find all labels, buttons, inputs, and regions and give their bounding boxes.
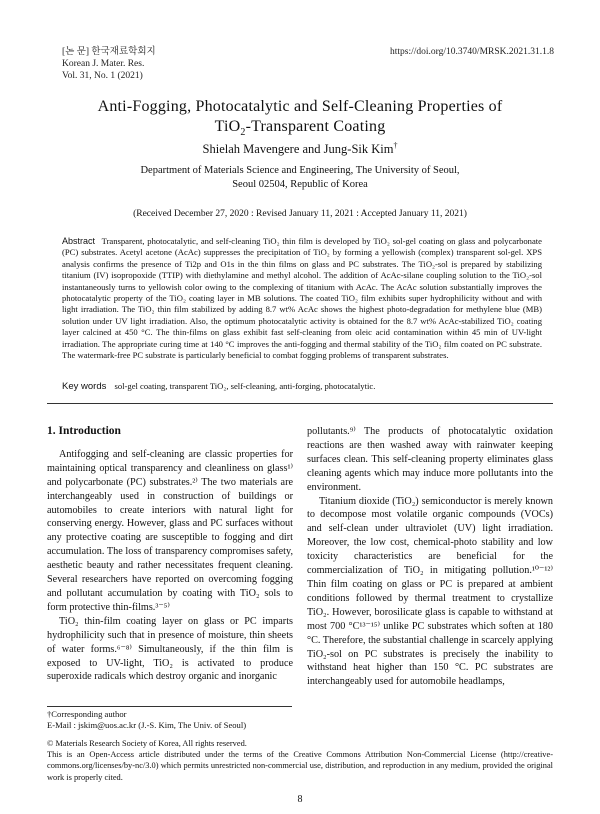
paragraph: TiO₂ thin-film coating layer on glass or PC imparts hydrophilicity such that in presence of moisture, thin sheets of water forms.⁶⁻⁸⁾ Simultaneously, if the thin film is exposed to UV-light, TiO₂ is activated to produce superoxide radicals which destroy organic and inorganic <box>47 615 293 683</box>
keywords-label: Key words <box>62 381 107 392</box>
keywords-text: sol-gel coating, transparent TiO₂, self-cleaning, anti-forging, photocatalytic. <box>114 381 376 391</box>
paragraph: Antifogging and self-cleaning are classic properties for maintaining optical transparency and cleanliness on glass¹⁾ and polycarbonate (PC) substrates.²⁾ The two materials are interchangeably used in construction of buildings or automobiles to create interiors with natural light for conserving energy. However, glass and PC surfaces without any protective coating are susceptible to fogging and dirt accumulation. The loss of transparency compromises safety, aesthetic beauty and rather necessitates frequent cleaning. Several researchers have reported on overcoming fogging and pollutant accumulation by coating with TiO₂ sols to form protective thin-films.³⁻⁵⁾ <box>47 448 293 613</box>
section-divider <box>47 403 553 404</box>
authors: Shielah Mavengere and Jung-Sik Kim† <box>202 141 398 157</box>
journal-korean: [논 문] 한국재료학회지 <box>62 47 156 57</box>
doi-link[interactable]: https://doi.org/10.3740/MRSK.2021.31.1.8 <box>390 47 554 57</box>
footnote-divider <box>47 706 292 707</box>
section-heading-introduction: 1. Introduction <box>47 425 121 437</box>
journal-header <box>62 46 156 82</box>
title-line-1: Anti-Fogging, Photocatalytic and Self-Cleaning Properties of <box>97 98 503 115</box>
title-line-2: TiO$_2$-Transparent Coating <box>214 118 386 139</box>
license-text: This is an Open-Access article distributed under the terms of the Creative Commons Attribution Non-Commercial License (http://creative-commons.org/licenses/by-nc/3.0) which permits unrestricted non-commercial use, distribution, and reproduction in any medium, provided the original work is properly cited. <box>47 750 553 782</box>
abstract-label: Abstract <box>62 236 96 246</box>
paragraph: pollutants.⁹⁾ The products of photocatalytic oxidation reactions are then washed away with rainwater keeping surfaces clean. This self-cleaning property eliminates glass cleaning agents which may induce more pollutants into the environment. <box>307 426 553 493</box>
paper-title <box>40 97 560 143</box>
journal-abbrev: Korean J. Mater. Res. <box>62 59 145 69</box>
keywords <box>62 381 542 392</box>
corresponding-author: †Corresponding author <box>47 709 127 719</box>
journal-volume: Vol. 31, No. 1 (2021) <box>62 71 143 81</box>
affiliation-line-2: Seoul 02504, Republic of Korea <box>232 179 368 190</box>
affiliation-line-1: Department of Materials Science and Engineering, The University of Seoul, <box>140 165 460 176</box>
copyright-notice <box>47 738 553 783</box>
paragraph: Titanium dioxide (TiO₂) semiconductor is merely known to decompose most volatile organic compounds (VOCs) and self-clean under ultraviolet (UV) light irradiation. Moreover, the low cost, chemical-photo stability and low toxicity characteristics are beneficial for the commercialization of TiO₂ in mitigating pollution.¹⁰⁻¹²⁾ Thin film coating on glass or PC is prepared at ambient conditions followed by thermal treatment to crystallize TiO₂. However, borosilicate glass is capable to withstand at most 700 °C¹³⁻¹⁵⁾ unlike PC substrates which soften at 180 °C. Therefore, the substantial challenge in scarcely applying TiO₂-sol on PC substrates is precisely the inability to withstand heat higher than 150 °C. PC substrates are interchangeably used for automobile headlamps, <box>307 495 553 688</box>
received-dates: (Received December 27, 2020 : Revised January 11, 2021 : Accepted January 11, 2021) <box>133 209 467 219</box>
left-column <box>47 425 293 684</box>
page-number: 8 <box>297 794 303 805</box>
abstract <box>62 236 542 361</box>
copyright-line: © Materials Research Society of Korea, All rights reserved. <box>47 739 247 748</box>
affiliation <box>40 164 560 192</box>
abstract-text: Transparent, photocatalytic, and self-cleaning TiO₂ thin film is developed by TiO₂ sol-gel coating on glass and polycarbonate (PC) substrates. Acetyl acetone (AcAc) suppresses the precipitation of TiO₂ by forming a yellowish (complex) transparent sol-gel. XPS analysis confirms the presence of Ti2p and O1s in the thin films on glass and PC substrates. The TiO₂-sol is prepared by stabilizing titanium (IV) isopropoxide (TTIP) with diethylamine and methyl alcohol. The addition of AcAc-silane coupling solution to the TiO₂-sol instantaneously turns to yellowish color owing to the complexing of titanium with AcAc. The AcAc solution substantially improves the photocatalytic property of the TiO₂ coating layer in MB solutions. The coated TiO₂ film exhibits super hydrophilicity without and with light irradiation. The TiO₂ thin film stabilized by adding 8.7 wt% AcAc shows the highest photo-degradation for methylene blue (MB) solution under UV light irradiation. Also, the optimum photocatalytic activity is obtained for the 8.7 wt% AcAc-stabilized TiO₂ coating layer calcined at 450 °C. The thin-films on glass exhibit fast self-cleaning from oleic acid contamination within 45 min of UV-light irradiation. The appropriate curing time at 140 °C improves the anti-fogging and thermal stability of the TiO₂ film coated on PC substrate. The watermark-free PC substrate is particularly beneficial to combat fogging problems of transparent substrates. <box>62 236 542 361</box>
right-column <box>307 425 553 689</box>
footnote <box>47 709 246 732</box>
author-email: E-Mail : jskim@uos.ac.kr (J.-S. Kim, The Univ. of Seoul) <box>47 720 247 731</box>
